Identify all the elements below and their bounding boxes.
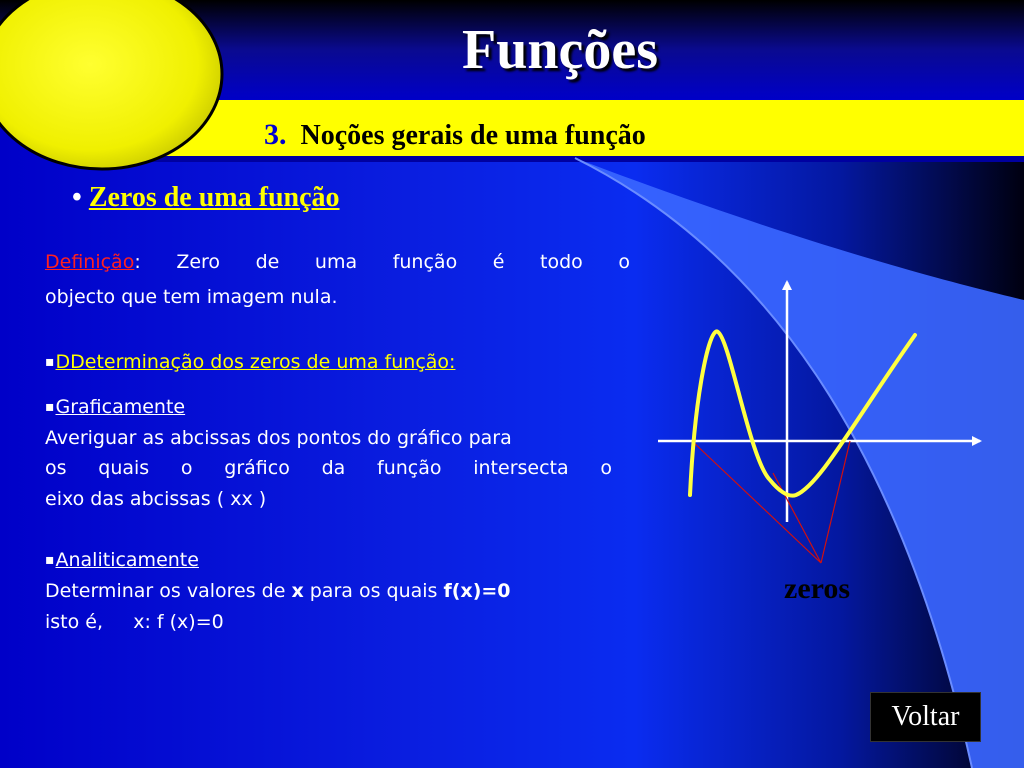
bullet-icon: • (72, 182, 82, 213)
analytic-line-2: isto é, x: f (x)=0 (45, 611, 224, 633)
definition-label: Definição (45, 251, 135, 273)
analytic-line-1 (45, 576, 645, 606)
analytic-heading (45, 545, 630, 575)
graphical-line-3: eixo das abcissas ( xx ) (45, 488, 267, 510)
analytic-fx: f(x)=0 (443, 580, 511, 602)
graphical-heading-text: Graficamente (55, 396, 186, 418)
analytic-heading-text: Analiticamente (55, 549, 199, 571)
function-graph (640, 270, 1000, 580)
determination-heading-text: DDeterminação dos zeros de uma função: (55, 351, 456, 373)
graphical-heading (45, 392, 630, 422)
definition-colon: : (134, 251, 141, 273)
square-bullet-icon: ▪ (45, 354, 55, 370)
zero-line-2 (773, 473, 821, 563)
graphical-line-1: Averiguar as abcissas dos pontos do gráfico para (45, 427, 512, 449)
zero-line-3 (821, 441, 850, 563)
graphical-line-2: os quais o gráfico da função intersecta o (45, 457, 612, 479)
square-bullet-icon: ▪ (45, 399, 55, 415)
square-bullet-icon: ▪ (45, 552, 55, 568)
definition-text-1: Zero de uma função é todo o (176, 251, 630, 273)
page-title: Funções (462, 19, 658, 81)
zero-line-1 (692, 441, 821, 563)
definition-line-1 (45, 247, 630, 277)
analytic-x: x (291, 580, 304, 602)
subtitle-band-shadow (150, 156, 1024, 162)
determination-heading (45, 347, 630, 377)
zeros-heading-link[interactable]: Zeros de uma função (88, 182, 340, 213)
analytic-text-b: para os quais (309, 580, 438, 602)
bullet-heading (72, 183, 340, 214)
section-subtitle-text: Noções gerais de uma função (300, 120, 646, 151)
back-button[interactable]: Voltar (870, 692, 981, 742)
section-subtitle (264, 118, 646, 152)
analytic-text-a: Determinar os valores de (45, 580, 286, 602)
zeros-label: zeros (784, 572, 851, 605)
section-number: 3. (264, 118, 287, 151)
definition-line-2: objecto que tem imagem nula. (45, 286, 338, 308)
